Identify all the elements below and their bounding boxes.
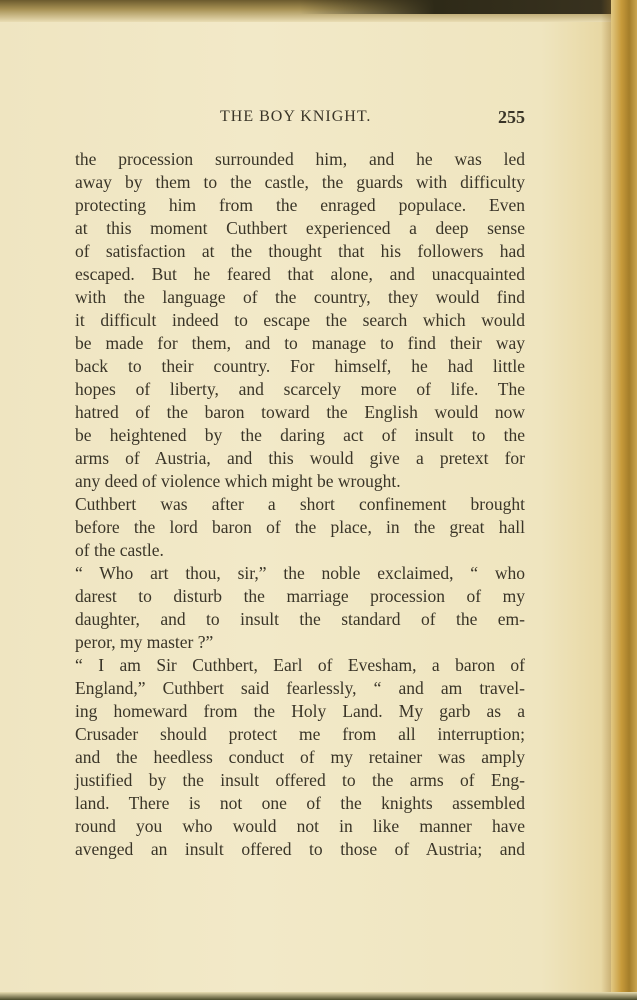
text-line: the procession surrounded him, and he was led	[75, 149, 525, 169]
text-line: it difficult indeed to escape the search which would	[75, 310, 525, 330]
text-line: of satisfaction at the thought that his followers had	[75, 241, 525, 261]
text-line: Cuthbert was after a short confinement brought	[75, 494, 525, 514]
text-line: Crusader should protect me from all interruption;	[75, 724, 525, 744]
page-number: 255	[498, 107, 525, 127]
text-line: away by them to the castle, the guards with difficulty	[75, 172, 525, 192]
text-line: daughter, and to insult the standard of the em-	[75, 609, 525, 629]
text-line: and the heedless conduct of my retainer was amply	[75, 747, 525, 767]
text-line: of the castle.	[75, 540, 164, 560]
text-line: with the language of the country, they would find	[75, 287, 525, 307]
page-bottom-edge	[0, 992, 637, 1000]
text-line: ing homeward from the Holy Land. My garb as a	[75, 701, 525, 721]
text-line: “ Who art thou, sir,” the noble exclaimed, “ who	[75, 563, 525, 583]
text-line: arms of Austria, and this would give a pretext for	[75, 448, 525, 468]
text-line: “ I am Sir Cuthbert, Earl of Evesham, a baron of	[75, 655, 525, 675]
body-text	[75, 148, 525, 861]
text-line: round you who would not in like manner have	[75, 816, 525, 836]
text-line: any deed of violence which might be wrought.	[75, 471, 401, 491]
text-line: avenged an insult offered to those of Austria; and	[75, 839, 525, 859]
text-line: darest to disturb the marriage procession of my	[75, 586, 525, 606]
text-line: hopes of liberty, and scarcely more of life. The	[75, 379, 525, 399]
page-header	[75, 108, 525, 132]
text-line: at this moment Cuthbert experienced a deep sense	[75, 218, 525, 238]
text-line: land. There is not one of the knights assembled	[75, 793, 525, 813]
text-line: England,” Cuthbert said fearlessly, “ and am travel-	[75, 678, 525, 698]
running-head: THE BOY KNIGHT.	[220, 108, 372, 125]
text-line: escaped. But he feared that alone, and unacquainted	[75, 264, 525, 284]
text-line: be heightened by the daring act of insult to the	[75, 425, 525, 445]
page-curl-shadow	[601, 0, 611, 1000]
binding-shadow	[300, 0, 637, 14]
text-line: justified by the insult offered to the arms of Eng-	[75, 770, 525, 790]
text-line: back to their country. For himself, he had little	[75, 356, 525, 376]
text-line: protecting him from the enraged populace. Even	[75, 195, 525, 215]
book-spine-edge	[611, 0, 637, 1000]
text-line: peror, my master ?”	[75, 632, 214, 652]
text-line: hatred of the baron toward the English would now	[75, 402, 525, 422]
text-line: be made for them, and to manage to find their way	[75, 333, 525, 353]
text-line: before the lord baron of the place, in the great hall	[75, 517, 525, 537]
